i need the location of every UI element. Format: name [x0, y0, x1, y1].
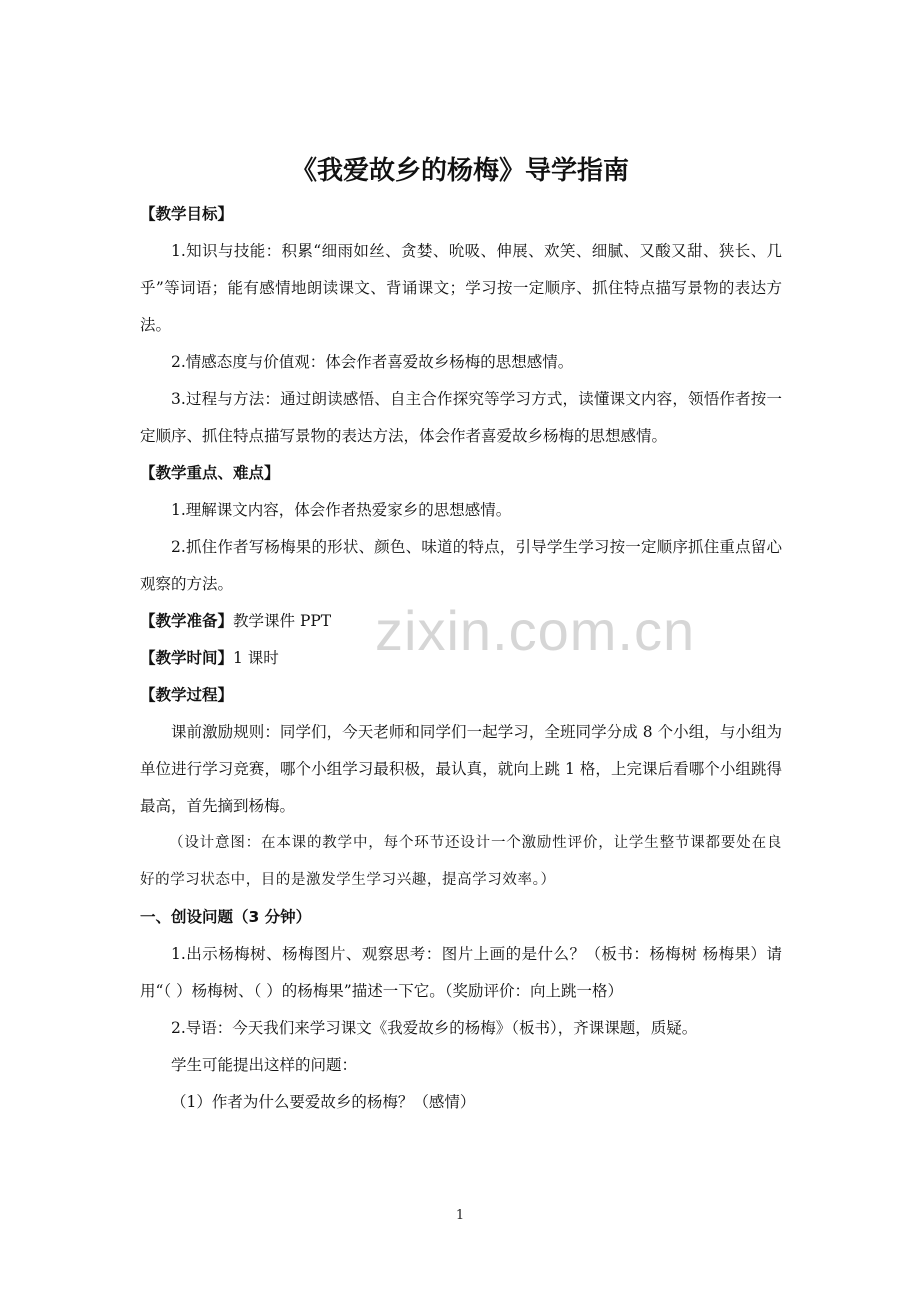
preparation-line [140, 603, 782, 640]
paragraph-rule: 课前激励规则：同学们，今天老师和同学们一起学习，全班同学分成 8 个小组，与小组为单位进行学习竞赛，哪个小组学习最积极，最认真，就向上跳 1 格，上完课后看哪个小组跳得最高，首先摘到杨梅。 [140, 723, 782, 815]
watermark: zixin.com.cn [375, 599, 696, 662]
paragraph-goal-2: 2.情感态度与价值观：体会作者喜爱故乡杨梅的思想感情。 [171, 353, 574, 371]
page-title: 《我爱故乡的杨梅》导学指南 [290, 156, 629, 186]
paragraph-key-2: 2.抓住作者写杨梅果的形状、颜色、味道的特点，引导学生学习按一定顺序抓住重点留心观察的方法。 [140, 538, 782, 593]
question-1: （1）作者为什么要爱故乡的杨梅？（感情） [171, 1093, 476, 1111]
time-label: 【教学时间】 [140, 649, 234, 667]
page-number: 1 [455, 1208, 465, 1223]
section-heading-process: 【教学过程】 [140, 686, 234, 704]
paragraph-key-1: 1.理解课文内容，体会作者热爱家乡的思想感情。 [171, 501, 512, 519]
section-heading-key-points: 【教学重点、难点】 [140, 464, 280, 482]
preparation-label: 【教学准备】 [140, 612, 234, 630]
time-value: 1 课时 [233, 649, 279, 667]
paragraph-step-2: 2.导语：今天我们来学习课文《我爱故乡的杨梅》（板书），齐课课题，质疑。 [171, 1019, 698, 1037]
part-1-heading: 一、创设问题（3 分钟） [140, 908, 312, 926]
paragraph-step-1: 1.出示杨梅树、杨梅图片、观察思考：图片上画的是什么？（板书：杨梅树 杨梅果）请用“（ ）杨梅树、（ ）的杨梅果”描述一下它。（奖励评价：向上跳一格） [140, 945, 782, 1000]
paragraph-goal-3: 3.过程与方法：通过朗读感悟、自主合作探究等学习方式，读懂课文内容，领悟作者按一定顺序、抓住特点描写景物的表达方法，体会作者喜爱故乡杨梅的思想感情。 [140, 390, 782, 445]
section-heading-goals: 【教学目标】 [140, 205, 234, 223]
paragraph-goal-1: 1.知识与技能：积累“细雨如丝、贪婪、吮吸、伸展、欢笑、细腻、又酸又甜、狭长、几乎”等词语；能有感情地朗读课文、背诵课文；学习按一定顺序、抓住特点描写景物的表达方法。 [140, 242, 782, 334]
design-note: （设计意图：在本课的教学中，每个环节还设计一个激励性评价，让学生整节课都要处在良好的学习状态中，目的是激发学生学习兴趣，提高学习效率。） [140, 835, 782, 888]
paragraph-step-2b: 学生可能提出这样的问题： [171, 1056, 358, 1074]
time-line [140, 640, 782, 677]
preparation-value: 教学课件 PPT [233, 612, 332, 630]
document-body [140, 196, 782, 1121]
